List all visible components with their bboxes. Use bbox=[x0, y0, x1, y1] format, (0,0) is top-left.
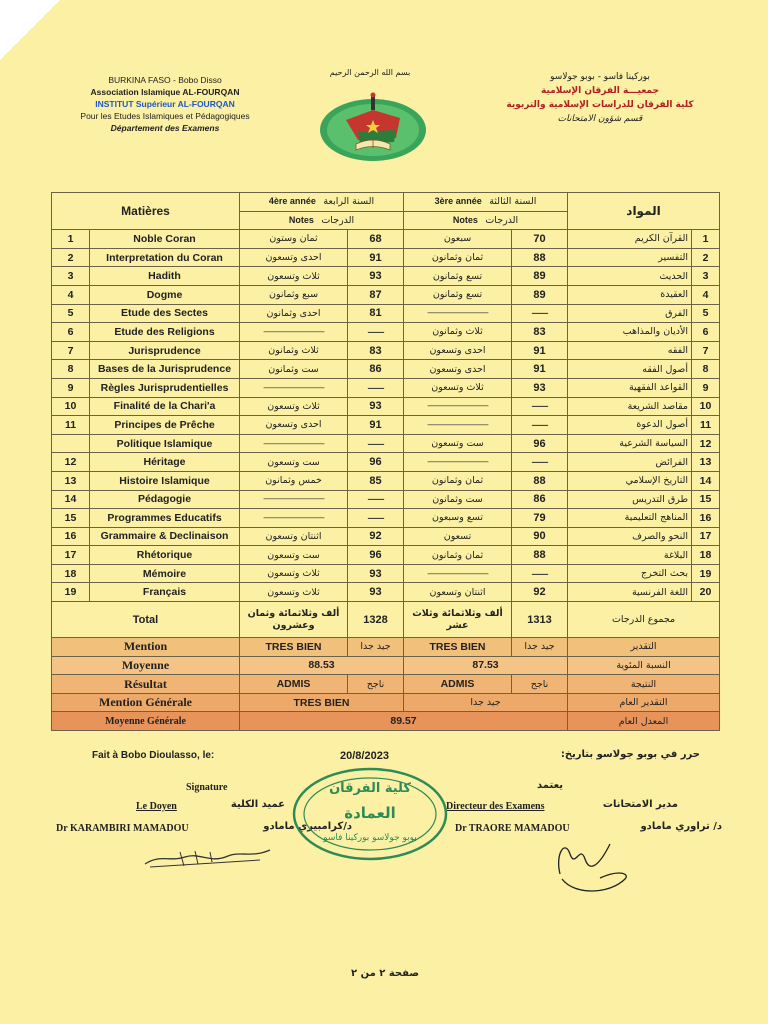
grade-number-3: -------- bbox=[512, 397, 568, 416]
notes-label-3: Notes bbox=[452, 214, 478, 225]
subject-fr: Principes de Prêche bbox=[90, 416, 240, 435]
directeur-name-ar: د/ تراوري مامادو bbox=[640, 821, 722, 832]
moyenne-generale-label-ar: المعدل العام bbox=[568, 712, 720, 731]
header-year4-ar: السنة الرابعة bbox=[323, 196, 375, 208]
grade-words-4: --------------------------- bbox=[240, 434, 348, 453]
subject-ar: المناهج التعليمية bbox=[568, 509, 692, 528]
subject-fr: Mémoire bbox=[90, 564, 240, 583]
grade-words-3: ست وثمانون bbox=[404, 490, 512, 509]
row-number-ar: 8 bbox=[692, 360, 720, 379]
table-row bbox=[52, 490, 720, 509]
country-line: BURKINA FASO - Bobo Disso bbox=[108, 75, 222, 85]
grade-number-4: 96 bbox=[348, 546, 404, 565]
header-mawad: المواد bbox=[568, 193, 720, 230]
grade-number-3: 93 bbox=[512, 378, 568, 397]
page-number: صفحة ٢ من ٢ bbox=[351, 968, 419, 979]
moyenne-row bbox=[52, 656, 720, 675]
row-number-ar: 20 bbox=[692, 583, 720, 602]
subject-ar: الفرق bbox=[568, 304, 692, 323]
subject-fr: Programmes Educatifs bbox=[90, 509, 240, 528]
grade-words-4: احدى وتسعون bbox=[240, 248, 348, 267]
grade-words-4: ست وتسعون bbox=[240, 453, 348, 472]
folded-corner bbox=[0, 0, 60, 60]
row-number bbox=[52, 434, 90, 453]
grade-words-4: --------------------------- bbox=[240, 509, 348, 528]
grade-words-4: خمس وثمانون bbox=[240, 471, 348, 490]
subject-ar: التفسير bbox=[568, 248, 692, 267]
grade-words-3: --------------------------- bbox=[404, 564, 512, 583]
row-number-ar: 13 bbox=[692, 453, 720, 472]
subject-fr: Histoire Islamique bbox=[90, 471, 240, 490]
header-year3 bbox=[404, 193, 568, 212]
grade-number-3: 96 bbox=[512, 434, 568, 453]
grade-number-4: 93 bbox=[348, 564, 404, 583]
grade-number-3: 86 bbox=[512, 490, 568, 509]
grade-words-3: احدى وتسعون bbox=[404, 360, 512, 379]
grade-words-4: --------------------------- bbox=[240, 378, 348, 397]
subject-fr: Français bbox=[90, 583, 240, 602]
resultat-value-3: ADMIS bbox=[404, 675, 512, 694]
subject-ar: القرآن الكريم bbox=[568, 230, 692, 249]
table-row bbox=[52, 564, 720, 583]
grade-number-3: 88 bbox=[512, 546, 568, 565]
total-label: Total bbox=[52, 602, 240, 638]
table-row bbox=[52, 378, 720, 397]
row-number: 1 bbox=[52, 230, 90, 249]
grade-number-3: 90 bbox=[512, 527, 568, 546]
table-row bbox=[52, 397, 720, 416]
mutamad-label: يعتمد bbox=[537, 780, 563, 791]
row-number-ar: 10 bbox=[692, 397, 720, 416]
grade-number-4: 96 bbox=[348, 453, 404, 472]
grade-words-4: ست وثمانون bbox=[240, 360, 348, 379]
faculty-line-ar: كلية الفرقان للدراسات الإسلامية والتربوية bbox=[506, 100, 694, 110]
grade-words-3: احدى وتسعون bbox=[404, 341, 512, 360]
subject-fr: Hadith bbox=[90, 267, 240, 286]
grade-words-3: --------------------------- bbox=[404, 453, 512, 472]
grade-number-3: 89 bbox=[512, 267, 568, 286]
row-number-ar: 6 bbox=[692, 323, 720, 342]
grade-words-4: ثلاث وتسعون bbox=[240, 397, 348, 416]
resultat-label-ar: النتيجة bbox=[568, 675, 720, 694]
grade-number-3: 91 bbox=[512, 360, 568, 379]
row-number-ar: 17 bbox=[692, 527, 720, 546]
mention-label-ar: التقدير bbox=[568, 638, 720, 657]
row-number: 7 bbox=[52, 341, 90, 360]
table-row bbox=[52, 248, 720, 267]
moyenne-value-3: 87.53 bbox=[404, 656, 568, 675]
bismillah: بسم الله الرحمن الرحيم bbox=[329, 68, 411, 77]
header-notes-4 bbox=[240, 211, 404, 230]
row-number-ar: 12 bbox=[692, 434, 720, 453]
stamp-bottom-text: بوبو جولاسو بوركينا فاسو bbox=[323, 833, 417, 843]
faculty-stamp bbox=[290, 764, 450, 864]
subject-ar: القواعد الفقهية bbox=[568, 378, 692, 397]
row-number: 18 bbox=[52, 564, 90, 583]
mention-ar-4: جيد جدا bbox=[348, 638, 404, 657]
subject-ar: السياسة الشرعية bbox=[568, 434, 692, 453]
grade-words-3: تسع وسبعون bbox=[404, 509, 512, 528]
table-row bbox=[52, 230, 720, 249]
directeur-signature bbox=[540, 834, 640, 896]
table-row bbox=[52, 434, 720, 453]
department-line: Département des Examens bbox=[110, 123, 220, 133]
grade-words-3: ثمان وثمانون bbox=[404, 248, 512, 267]
row-number: 4 bbox=[52, 285, 90, 304]
grade-number-4: 91 bbox=[348, 248, 404, 267]
row-number: 13 bbox=[52, 471, 90, 490]
grade-words-3: سبعون bbox=[404, 230, 512, 249]
grade-words-3: --------------------------- bbox=[404, 416, 512, 435]
header-matieres: Matières bbox=[52, 193, 240, 230]
mention-generale-label-ar: التقدير العام bbox=[568, 693, 720, 712]
subject-ar: مقاصد الشريعة bbox=[568, 397, 692, 416]
grade-number-4: 68 bbox=[348, 230, 404, 249]
grade-words-3: --------------------------- bbox=[404, 304, 512, 323]
mention-value-4: TRES BIEN bbox=[240, 638, 348, 657]
institute-line: INSTITUT Supérieur AL-FOURQAN bbox=[95, 99, 235, 109]
total-label-ar: مجموع الدرجات bbox=[568, 602, 720, 638]
grade-words-4: ست وتسعون bbox=[240, 546, 348, 565]
table-row bbox=[52, 546, 720, 565]
subject-ar: بحث التخرج bbox=[568, 564, 692, 583]
moyenne-label-ar: النسبة المئوية bbox=[568, 656, 720, 675]
subject-fr: Règles Jurisprudentielles bbox=[90, 378, 240, 397]
grade-words-3: ثلاث وتسعون bbox=[404, 378, 512, 397]
total-words-4: ألف وثلاثمائة وثمان وعشرون bbox=[240, 602, 348, 638]
subject-ar: طرق التدريس bbox=[568, 490, 692, 509]
subject-fr: Interpretation du Coran bbox=[90, 248, 240, 267]
table-row bbox=[52, 527, 720, 546]
grade-words-4: ثلاث وتسعون bbox=[240, 267, 348, 286]
table-row bbox=[52, 471, 720, 490]
subject-fr: Grammaire & Declinaison bbox=[90, 527, 240, 546]
subject-ar: اللغة الفرنسية bbox=[568, 583, 692, 602]
fait-a-label-ar: حرر في بوبو جولاسو بتاريخ: bbox=[560, 749, 700, 760]
grade-number-3: 89 bbox=[512, 285, 568, 304]
grade-words-4: احدى وثمانون bbox=[240, 304, 348, 323]
grade-words-4: ثلاث وثمانون bbox=[240, 341, 348, 360]
grade-number-4: -------- bbox=[348, 490, 404, 509]
directeur-title: Directeur des Examens bbox=[446, 801, 545, 812]
signature-label: Signature bbox=[186, 782, 228, 793]
row-number-ar: 3 bbox=[692, 267, 720, 286]
grade-number-4: 93 bbox=[348, 583, 404, 602]
mention-row bbox=[52, 638, 720, 657]
table-row bbox=[52, 453, 720, 472]
grade-number-3: 88 bbox=[512, 248, 568, 267]
grade-number-4: 91 bbox=[348, 416, 404, 435]
header-left bbox=[40, 74, 290, 134]
row-number: 6 bbox=[52, 323, 90, 342]
row-number: 15 bbox=[52, 509, 90, 528]
subject-ar: البلاغة bbox=[568, 546, 692, 565]
grade-number-3: -------- bbox=[512, 564, 568, 583]
subject-fr: Pédagogie bbox=[90, 490, 240, 509]
subject-fr: Héritage bbox=[90, 453, 240, 472]
grade-number-3: 70 bbox=[512, 230, 568, 249]
doyen-title-ar: عميد الكلية bbox=[230, 799, 285, 810]
row-number-ar: 19 bbox=[692, 564, 720, 583]
grade-words-3: ثلاث وثمانون bbox=[404, 323, 512, 342]
row-number-ar: 7 bbox=[692, 341, 720, 360]
subject-ar: الأديان والمذاهب bbox=[568, 323, 692, 342]
grade-words-3: ثمان وثمانون bbox=[404, 471, 512, 490]
mention-ar-3: جيد جدا bbox=[512, 638, 568, 657]
grade-number-3: 88 bbox=[512, 471, 568, 490]
header-right bbox=[480, 70, 720, 126]
doyen-name-ar: د/كرامبيري مامادو bbox=[263, 821, 352, 832]
subject-fr: Finalité de la Chari'a bbox=[90, 397, 240, 416]
row-number-ar: 15 bbox=[692, 490, 720, 509]
header-year3-fr: 3ère année bbox=[434, 196, 482, 207]
row-number: 12 bbox=[52, 453, 90, 472]
grade-number-4: -------- bbox=[348, 378, 404, 397]
grade-number-3: 83 bbox=[512, 323, 568, 342]
darajat-label-4: الدرجات bbox=[321, 214, 355, 226]
row-number: 11 bbox=[52, 416, 90, 435]
grade-words-4: سبع وثمانون bbox=[240, 285, 348, 304]
header-year4-fr: 4ère année bbox=[268, 196, 316, 207]
row-number-ar: 11 bbox=[692, 416, 720, 435]
row-number: 19 bbox=[52, 583, 90, 602]
row-number-ar: 16 bbox=[692, 509, 720, 528]
total-number-3: 1313 bbox=[512, 602, 568, 638]
institute-logo bbox=[318, 90, 428, 162]
total-row bbox=[52, 602, 720, 638]
grade-words-4: ثمان وستون bbox=[240, 230, 348, 249]
row-number-ar: 9 bbox=[692, 378, 720, 397]
table-row bbox=[52, 267, 720, 286]
subject-fr: Rhétorique bbox=[90, 546, 240, 565]
row-number: 3 bbox=[52, 267, 90, 286]
resultat-label: Résultat bbox=[52, 675, 240, 694]
grade-number-3: 91 bbox=[512, 341, 568, 360]
directeur-title-ar: مدير الامتحانات bbox=[602, 799, 678, 810]
table-row bbox=[52, 341, 720, 360]
row-number: 17 bbox=[52, 546, 90, 565]
table-row bbox=[52, 509, 720, 528]
table-header-row-1 bbox=[52, 193, 720, 212]
grade-number-3: -------- bbox=[512, 304, 568, 323]
table-row bbox=[52, 304, 720, 323]
resultat-row bbox=[52, 675, 720, 694]
mention-label: Mention bbox=[52, 638, 240, 657]
resultat-ar-4: ناجح bbox=[348, 675, 404, 694]
row-number: 5 bbox=[52, 304, 90, 323]
subject-ar: التاريخ الإسلامي bbox=[568, 471, 692, 490]
row-number-ar: 14 bbox=[692, 471, 720, 490]
row-number: 14 bbox=[52, 490, 90, 509]
grade-words-4: احدى وتسعون bbox=[240, 416, 348, 435]
grade-number-4: -------- bbox=[348, 434, 404, 453]
grade-words-4: ثلاث وتسعون bbox=[240, 583, 348, 602]
country-line-ar: بوركينا فاسو - بوبو جولاسو bbox=[550, 72, 650, 82]
moyenne-generale-label: Moyenne Générale bbox=[52, 712, 240, 731]
subject-ar: أصول الدعوة bbox=[568, 416, 692, 435]
grade-number-3: -------- bbox=[512, 453, 568, 472]
grade-words-3: --------------------------- bbox=[404, 397, 512, 416]
grade-words-3: اثنتان وتسعون bbox=[404, 583, 512, 602]
mention-generale-value: TRES BIEN bbox=[240, 693, 404, 712]
subject-fr: Politique Islamique bbox=[90, 434, 240, 453]
grade-number-4: 81 bbox=[348, 304, 404, 323]
mention-value-3: TRES BIEN bbox=[404, 638, 512, 657]
doyen-name: Dr KARAMBIRI MAMADOU bbox=[56, 823, 189, 834]
subject-fr: Jurisprudence bbox=[90, 341, 240, 360]
subject-ar: النحو والصرف bbox=[568, 527, 692, 546]
header-notes-3 bbox=[404, 211, 568, 230]
darajat-label-3: الدرجات bbox=[485, 214, 519, 226]
grade-number-4: 86 bbox=[348, 360, 404, 379]
mention-generale-row bbox=[52, 693, 720, 712]
grade-number-3: -------- bbox=[512, 416, 568, 435]
subject-fr: Noble Coran bbox=[90, 230, 240, 249]
grade-number-4: 93 bbox=[348, 267, 404, 286]
grade-words-3: تسع وثمانون bbox=[404, 285, 512, 304]
grade-words-4: ثلاث وتسعون bbox=[240, 564, 348, 583]
grade-number-4: -------- bbox=[348, 509, 404, 528]
grade-number-4: 85 bbox=[348, 471, 404, 490]
row-number-ar: 2 bbox=[692, 248, 720, 267]
moyenne-label: Moyenne bbox=[52, 656, 240, 675]
mention-generale-label: Mention Générale bbox=[52, 693, 240, 712]
subject-ar: الحديث bbox=[568, 267, 692, 286]
grade-words-3: ثمان وثمانون bbox=[404, 546, 512, 565]
grade-number-3: 79 bbox=[512, 509, 568, 528]
stamp-top-text: كلية الفرقان bbox=[329, 781, 411, 796]
table-row bbox=[52, 416, 720, 435]
row-number-ar: 18 bbox=[692, 546, 720, 565]
moyenne-generale-value: 89.57 bbox=[240, 712, 568, 731]
subject-ar: الفرائض bbox=[568, 453, 692, 472]
row-number: 2 bbox=[52, 248, 90, 267]
row-number-ar: 4 bbox=[692, 285, 720, 304]
total-number-4: 1328 bbox=[348, 602, 404, 638]
subject-ar: الفقه bbox=[568, 341, 692, 360]
subject-fr: Etude des Sectes bbox=[90, 304, 240, 323]
row-number: 16 bbox=[52, 527, 90, 546]
subject-fr: Dogme bbox=[90, 285, 240, 304]
subject-fr: Bases de la Jurisprudence bbox=[90, 360, 240, 379]
moyenne-generale-row bbox=[52, 712, 720, 731]
grade-number-4: 92 bbox=[348, 527, 404, 546]
grades-table bbox=[51, 192, 720, 731]
department-line-ar: قسم شؤون الامتحانات bbox=[557, 114, 643, 124]
grade-number-4: 93 bbox=[348, 397, 404, 416]
table-row bbox=[52, 285, 720, 304]
grade-number-4: 87 bbox=[348, 285, 404, 304]
issue-date: 20/8/2023 bbox=[340, 750, 389, 762]
total-words-3: ألف وثلاثمائة وثلاث عشر bbox=[404, 602, 512, 638]
grade-number-3: 92 bbox=[512, 583, 568, 602]
row-number: 9 bbox=[52, 378, 90, 397]
resultat-value-4: ADMIS bbox=[240, 675, 348, 694]
row-number: 8 bbox=[52, 360, 90, 379]
grade-words-3: تسع وثمانون bbox=[404, 267, 512, 286]
table-row bbox=[52, 583, 720, 602]
fait-a-label: Fait à Bobo Dioulasso, le: bbox=[92, 750, 215, 761]
header-year4 bbox=[240, 193, 404, 212]
subject-fr: Etude des Religions bbox=[90, 323, 240, 342]
table-row bbox=[52, 323, 720, 342]
notes-label-4: Notes bbox=[288, 214, 314, 225]
subject-ar: أصول الفقه bbox=[568, 360, 692, 379]
grade-words-3: تسعون bbox=[404, 527, 512, 546]
doyen-title: Le Doyen bbox=[136, 801, 177, 812]
grade-words-3: ست وتسعون bbox=[404, 434, 512, 453]
moyenne-value-4: 88.53 bbox=[240, 656, 404, 675]
row-number-ar: 1 bbox=[692, 230, 720, 249]
studies-line: Pour les Etudes Islamiques et Pédagogiques bbox=[80, 111, 250, 121]
grade-words-4: --------------------------- bbox=[240, 490, 348, 509]
grade-words-4: اثنتان وتسعون bbox=[240, 527, 348, 546]
stamp-middle-text: العمادة bbox=[344, 804, 396, 822]
subject-ar: العقيدة bbox=[568, 285, 692, 304]
row-number-ar: 5 bbox=[692, 304, 720, 323]
grade-number-4: -------- bbox=[348, 323, 404, 342]
doyen-signature bbox=[140, 842, 275, 872]
table-row bbox=[52, 360, 720, 379]
row-number: 10 bbox=[52, 397, 90, 416]
resultat-ar-3: ناجح bbox=[512, 675, 568, 694]
header-year3-ar: السنة الثالثة bbox=[489, 196, 537, 208]
association-line-ar: جمعيـــة الفرقان الإسلامية bbox=[541, 86, 659, 96]
association-line: Association Islamique AL-FOURQAN bbox=[90, 87, 240, 97]
grade-words-4: --------------------------- bbox=[240, 323, 348, 342]
mention-generale-ar: جيد جدا bbox=[404, 693, 568, 712]
directeur-name: Dr TRAORE MAMADOU bbox=[455, 823, 570, 834]
grade-number-4: 83 bbox=[348, 341, 404, 360]
